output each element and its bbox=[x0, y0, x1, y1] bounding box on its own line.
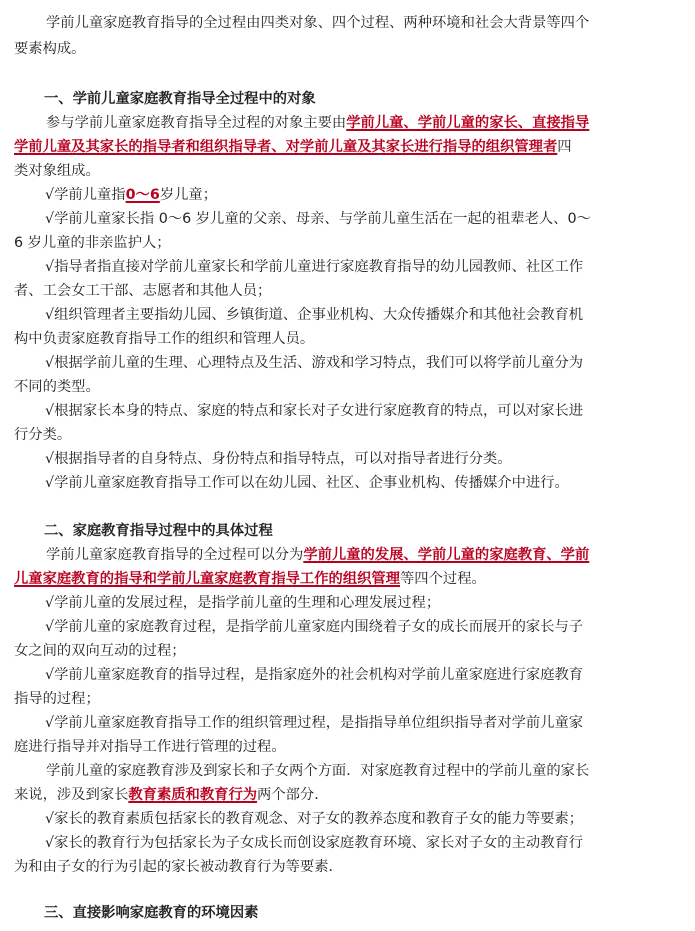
text-run: 两个部分． bbox=[257, 787, 329, 803]
highlighted-text: 教育素质和教育行为 bbox=[128, 787, 258, 803]
s1-bullet-3-line-2: 者、工会女工干部、志愿者和其他人员； bbox=[14, 283, 272, 299]
s2-para-line-2 bbox=[14, 571, 682, 588]
s2-para-2-line-2 bbox=[14, 787, 682, 804]
s1-bullet-6-line-2: 行分类。 bbox=[14, 427, 72, 443]
highlighted-text: 学前儿童的发展、学前儿童的家庭教育、学前 bbox=[303, 547, 590, 563]
s2-bullet-4-line-1: √学前儿童家庭教育指导工作的组织管理过程，是指指导单位组织指导者对学前儿童家 bbox=[45, 715, 584, 731]
s1-bullet-5-line-1: √根据学前儿童的生理、心理特点及生活、游戏和学习特点，我们可以将学前儿童分为 bbox=[45, 355, 584, 371]
s2-para-2-line-1: 学前儿童的家庭教育涉及到家长和子女两个方面．对家庭教育过程中的学前儿童的家长 bbox=[46, 763, 590, 779]
highlighted-text: 学前儿童及其家长的指导者和组织指导者、对学前儿童及其家长进行指导的组织管理者 bbox=[14, 139, 558, 155]
s1-para-line-2 bbox=[14, 139, 682, 156]
text-run: 学前儿童家庭教育指导的全过程可以分为 bbox=[46, 547, 304, 563]
s2-bullet-2-line-2: 女之间的双向互动的过程； bbox=[14, 643, 186, 659]
s1-bullet-2-line-2: 6 岁儿童的非亲监护人； bbox=[14, 235, 171, 251]
s2-bullet-6-line-1: √家长的教育行为包括家长为子女成长而创设家庭教育环境、家长对子女的主动教育行 bbox=[45, 835, 584, 851]
intro-line-2: 要素构成。 bbox=[14, 41, 86, 57]
s1-bullet-1 bbox=[14, 187, 682, 204]
s2-bullet-5: √家长的教育素质包括家长的教育观念、对子女的教养态度和教育子女的能力等要素； bbox=[45, 811, 584, 827]
text-run: 等四个过程。 bbox=[400, 571, 486, 587]
s1-bullet-8: √学前儿童家庭教育指导工作可以在幼儿园、社区、企事业机构、传播媒介中进行。 bbox=[45, 475, 569, 491]
s1-bullet-3-line-1: √指导者指直接对学前儿童家长和学前儿童进行家庭教育指导的幼儿园教师、社区工作 bbox=[45, 259, 584, 275]
s2-bullet-6-line-2: 为和由子女的行为引起的家长被动教育行为等要素． bbox=[14, 859, 343, 875]
s1-bullet-7: √根据指导者的自身特点、身份特点和指导特点，可以对指导者进行分类。 bbox=[45, 451, 512, 467]
s2-bullet-1: √学前儿童的发展过程，是指学前儿童的生理和心理发展过程； bbox=[45, 595, 441, 611]
intro-line-1: 学前儿童家庭教育指导的全过程由四类对象、四个过程、两种环境和社会大背景等四个 bbox=[46, 15, 590, 31]
text-run: 来说，涉及到家长 bbox=[14, 787, 129, 803]
s1-bullet-6-line-1: √根据家长本身的特点、家庭的特点和家长对子女进行家庭教育的特点，可以对家长进 bbox=[45, 403, 584, 419]
text-run: 岁儿童； bbox=[159, 187, 217, 203]
s1-para-line-1 bbox=[14, 115, 682, 132]
s2-bullet-3-line-2: 指导的过程； bbox=[14, 691, 100, 707]
s2-bullet-4-line-2: 庭进行指导并对指导工作进行管理的过程。 bbox=[14, 739, 286, 755]
highlighted-text: 学前儿童、学前儿童的家长、直接指导 bbox=[346, 115, 590, 131]
section-3-heading: 三、直接影响家庭教育的环境因素 bbox=[44, 905, 259, 921]
s1-bullet-2-line-1: √学前儿童家长指 0～6 岁儿童的父亲、母亲、与学前儿童生活在一起的祖辈老人、0～ bbox=[45, 211, 591, 227]
section-2-heading: 二、家庭教育指导过程中的具体过程 bbox=[44, 523, 273, 539]
text-run: √学前儿童指 bbox=[45, 187, 126, 203]
text-run: 四 bbox=[557, 139, 572, 155]
s2-para-line-1 bbox=[14, 547, 682, 564]
section-1-heading: 一、学前儿童家庭教育指导全过程中的对象 bbox=[44, 91, 316, 107]
s1-bullet-4-line-1: √组织管理者主要指幼儿园、乡镇街道、企事业机构、大众传播媒介和其他社会教育机 bbox=[45, 307, 584, 323]
text-run: 参与学前儿童家庭教育指导全过程的对象主要由 bbox=[46, 115, 347, 131]
s2-bullet-3-line-1: √学前儿童家庭教育的指导过程，是指家庭外的社会机构对学前儿童家庭进行家庭教育 bbox=[45, 667, 584, 683]
s1-bullet-4-line-2: 构中负责家庭教育指导工作的组织和管理人员。 bbox=[14, 331, 315, 347]
s2-bullet-2-line-1: √学前儿童的家庭教育过程，是指学前儿童家庭内围绕着子女的成长而展开的家长与子 bbox=[45, 619, 584, 635]
s1-para-line-3: 类对象组成。 bbox=[14, 163, 100, 179]
highlighted-text: 0～6 bbox=[125, 187, 160, 203]
highlighted-text: 儿童家庭教育的指导和学前儿童家庭教育指导工作的组织管理 bbox=[14, 571, 401, 587]
s1-bullet-5-line-2: 不同的类型。 bbox=[14, 379, 100, 395]
